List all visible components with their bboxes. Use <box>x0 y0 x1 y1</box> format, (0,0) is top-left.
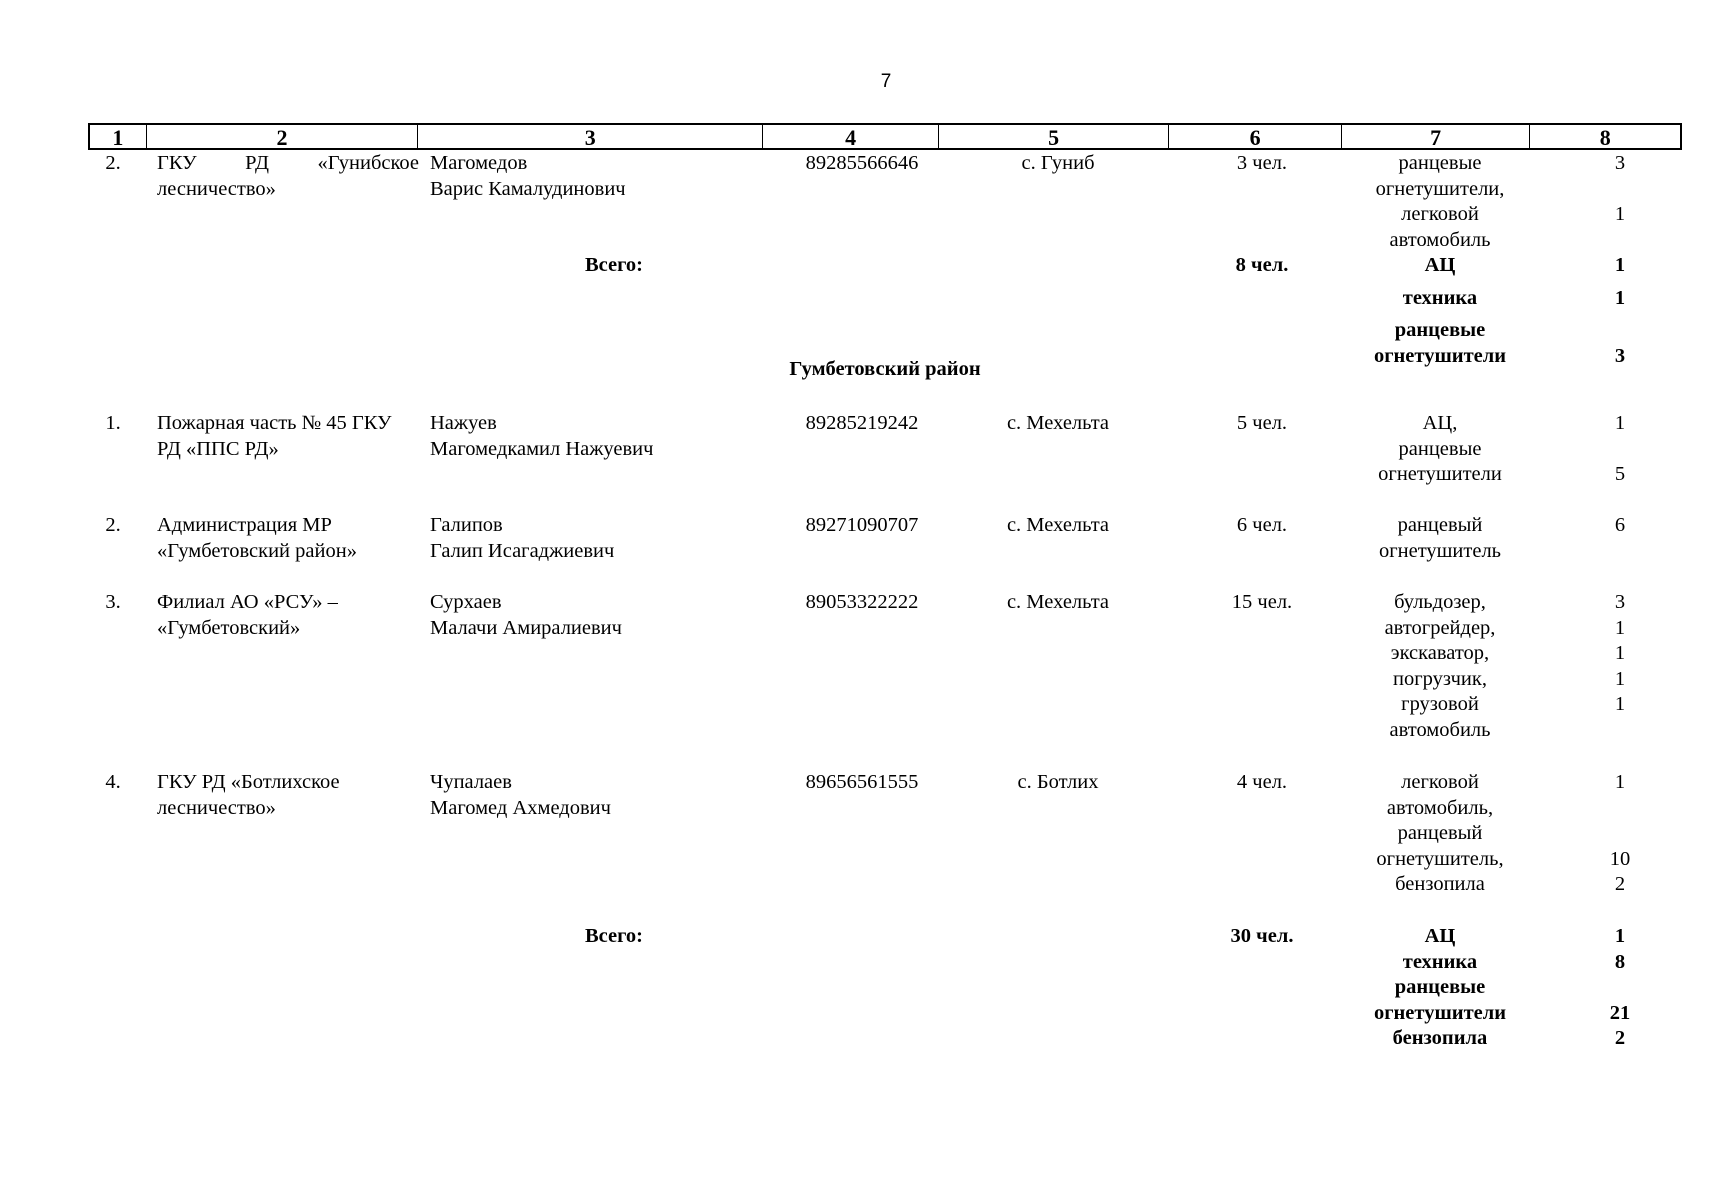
organization-name: Пожарная часть № 45 ГКУ РД «ППС РД» <box>157 412 392 460</box>
personnel-count: 6 чел. <box>1236 514 1288 536</box>
table-row <box>88 411 1682 513</box>
phone-number: 89271090707 <box>805 514 919 536</box>
phone-number: 89656561555 <box>805 771 919 793</box>
location: с. Мехельта <box>1006 412 1110 434</box>
row-number: 2. <box>105 514 121 536</box>
responsible-person: Чупалаев Магомед Ахмедович <box>430 771 611 819</box>
section-heading-block <box>88 359 1682 411</box>
table-row <box>88 770 1682 924</box>
page-number: 7 <box>880 71 892 92</box>
column-header-5: 5 <box>939 125 1169 148</box>
column-header-7: 7 <box>1342 125 1531 148</box>
table-header <box>88 123 1682 150</box>
total-equipment-list: АЦ техника ранцевые огнетушители <box>1373 254 1507 367</box>
location: с. Гуниб <box>1021 152 1095 174</box>
total-personnel: 30 чел. <box>1230 925 1294 947</box>
phone-number: 89285219242 <box>805 412 919 434</box>
location: с. Ботлих <box>1017 771 1099 793</box>
total-label: Всего: <box>585 925 643 947</box>
table-row <box>88 151 1682 253</box>
column-header-6: 6 <box>1169 125 1342 148</box>
row-number: 4. <box>105 771 121 793</box>
equipment-list: ранцевый огнетушитель <box>1378 514 1502 562</box>
personnel-count: 15 чел. <box>1231 591 1293 613</box>
table-body <box>88 151 1682 1054</box>
table-row <box>88 590 1682 770</box>
responsible-person: Галипов Галип Исагаджиевич <box>430 514 615 562</box>
section-heading: Гумбетовский район <box>789 358 981 380</box>
equipment-list: бульдозер, автогрейдер, экскаватор, погрузчик, грузовой автомобиль <box>1384 591 1496 741</box>
responsible-person: Нажуев Магомедкамил Нажуевич <box>430 412 654 460</box>
column-header-3: 3 <box>418 125 763 148</box>
location: с. Мехельта <box>1006 591 1110 613</box>
column-header-4: 4 <box>763 125 939 148</box>
equipment-counts: 1 10 2 <box>1609 771 1631 895</box>
organization-name: ГКУ РД «Гунибское лесничество» <box>157 152 419 200</box>
table-row <box>88 513 1682 590</box>
row-number: 1. <box>105 412 121 434</box>
phone-number: 89285566646 <box>805 152 919 174</box>
equipment-list: ранцевые огнетушители, легковой автомобиль <box>1375 152 1505 251</box>
personnel-count: 5 чел. <box>1236 412 1288 434</box>
location: с. Мехельта <box>1006 514 1110 536</box>
personnel-count: 4 чел. <box>1236 771 1288 793</box>
equipment-counts: 6 <box>1614 514 1626 536</box>
equipment-list: легковой автомобиль, ранцевый огнетушитель, бензопила <box>1376 771 1504 895</box>
total-row <box>88 253 1682 367</box>
row-number: 3. <box>105 591 121 613</box>
organization-name: Администрация МР «Гумбетовский район» <box>157 514 357 562</box>
phone-number: 89053322222 <box>805 591 919 613</box>
total-equipment-counts: 1 1 3 <box>1614 254 1626 367</box>
equipment-counts: 3 1 1 1 1 <box>1614 591 1626 715</box>
responsible-person: Магомедов Варис Камалудинович <box>430 152 626 200</box>
equipment-list: АЦ, ранцевые огнетушители <box>1378 412 1502 485</box>
column-header-1: 1 <box>90 125 147 148</box>
equipment-counts: 3 1 <box>1614 152 1626 225</box>
total-equipment-counts: 1 8 21 2 <box>1609 925 1631 1049</box>
row-number: 2. <box>105 152 121 174</box>
organization-name: ГКУ РД «Ботлихское лесничество» <box>157 771 340 819</box>
responsible-person: Сурхаев Малачи Амиралиевич <box>430 591 622 639</box>
column-header-2: 2 <box>147 125 418 148</box>
total-row <box>88 924 1682 1054</box>
total-label: Всего: <box>585 254 643 276</box>
total-personnel: 8 чел. <box>1235 254 1289 276</box>
column-header-8: 8 <box>1599 125 1611 150</box>
organization-name: Филиал АО «РСУ» – «Гумбетовский» <box>157 591 338 639</box>
equipment-counts: 1 5 <box>1614 412 1626 485</box>
personnel-count: 3 чел. <box>1236 152 1288 174</box>
total-equipment-list: АЦ техника ранцевые огнетушители бензопила <box>1373 925 1507 1049</box>
